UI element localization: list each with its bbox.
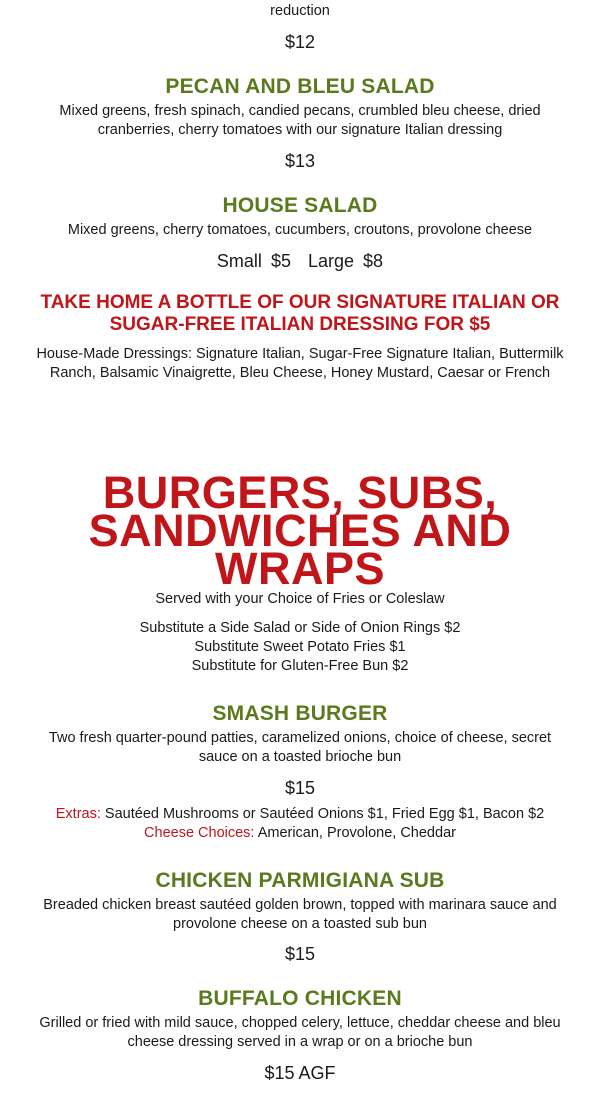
promo-container — [0, 292, 600, 336]
menu-item-title: PECAN AND BLEU SALAD — [165, 75, 435, 98]
dressing-list-container — [0, 345, 600, 383]
served-with-note: Served with your Choice of Fries or Coleslaw — [155, 591, 445, 607]
menu-item-price: $15 — [284, 778, 316, 798]
menu-item-desc: Grilled or fried with mild sauce, chopped celery, lettuce, cheddar cheese and bleu cheese dressing served in a wrap or on a brioche bun — [39, 1015, 561, 1050]
cheese-choices-label: Cheese Choices: — [144, 825, 255, 841]
section-title-container — [0, 467, 600, 594]
menu-item-title: BUFFALO CHICKEN — [198, 987, 402, 1010]
substitution-line: Substitute Sweet Potato Fries $1 — [194, 639, 406, 655]
size-price-row — [0, 250, 600, 272]
substitution-line: Substitute a Side Salad or Side of Onion Rings $2 — [139, 620, 461, 636]
menu-item-price: $15 — [284, 944, 316, 964]
size-large-price: $8 — [363, 251, 384, 271]
menu-item-desc-container — [0, 729, 600, 767]
menu-item-desc: Two fresh quarter-pound patties, caramelized onions, choice of cheese, secret sauce on a toasted brioche bun — [48, 730, 552, 765]
menu-item-desc-container — [0, 102, 600, 140]
menu-item-price: $12 — [284, 32, 316, 52]
menu-item-desc: reduction — [270, 3, 330, 19]
dressing-promo-title: TAKE HOME A BOTTLE OF OUR SIGNATURE ITALIAN OR SUGAR-FREE ITALIAN DRESSING FOR $5 — [40, 292, 560, 335]
menu-item-desc: Mixed greens, cherry tomatoes, cucumbers, croutons, provolone cheese — [67, 222, 533, 238]
menu-item-title: CHICKEN PARMIGIANA SUB — [155, 869, 445, 892]
size-large-label: Large — [307, 251, 355, 271]
extras-label: Extras: — [55, 806, 101, 822]
menu-item-desc: Mixed greens, fresh spinach, candied pecans, crumbled bleu cheese, dried cranberries, cherry tomatoes with our signature Italian dressing — [59, 103, 541, 138]
dressing-list: House-Made Dressings: Signature Italian, Sugar-Free Signature Italian, Buttermilk Ranch, Balsamic Vinaigrette, Bleu Cheese, Honey Mustard, Caesar or French — [36, 346, 564, 381]
extras-line — [0, 805, 600, 824]
size-small-price: $5 — [270, 251, 291, 271]
size-small-label: Small — [216, 251, 262, 271]
menu-item-desc-container — [0, 1014, 600, 1052]
cheese-choices-text: American, Provolone, Cheddar — [257, 825, 456, 841]
extras-text: Sautéed Mushrooms or Sautéed Onions $1, Fried Egg $1, Bacon $2 — [104, 806, 545, 822]
substitution-line: Substitute for Gluten-Free Bun $2 — [191, 658, 409, 674]
cheese-choices-line — [0, 824, 600, 843]
section-title: BURGERS, SUBS, SANDWICHES AND WRAPS — [88, 467, 512, 594]
menu-item-desc: Breaded chicken breast sautéed golden brown, topped with marinara sauce and provolone cheese on a toasted sub bun — [43, 897, 557, 932]
menu-item-title: SMASH BURGER — [212, 702, 388, 725]
menu-item-desc-container — [0, 896, 600, 934]
menu-item-price: $13 — [284, 151, 316, 171]
menu-item-price: $15 AGF — [264, 1063, 336, 1083]
menu-item-title: HOUSE SALAD — [222, 194, 378, 217]
